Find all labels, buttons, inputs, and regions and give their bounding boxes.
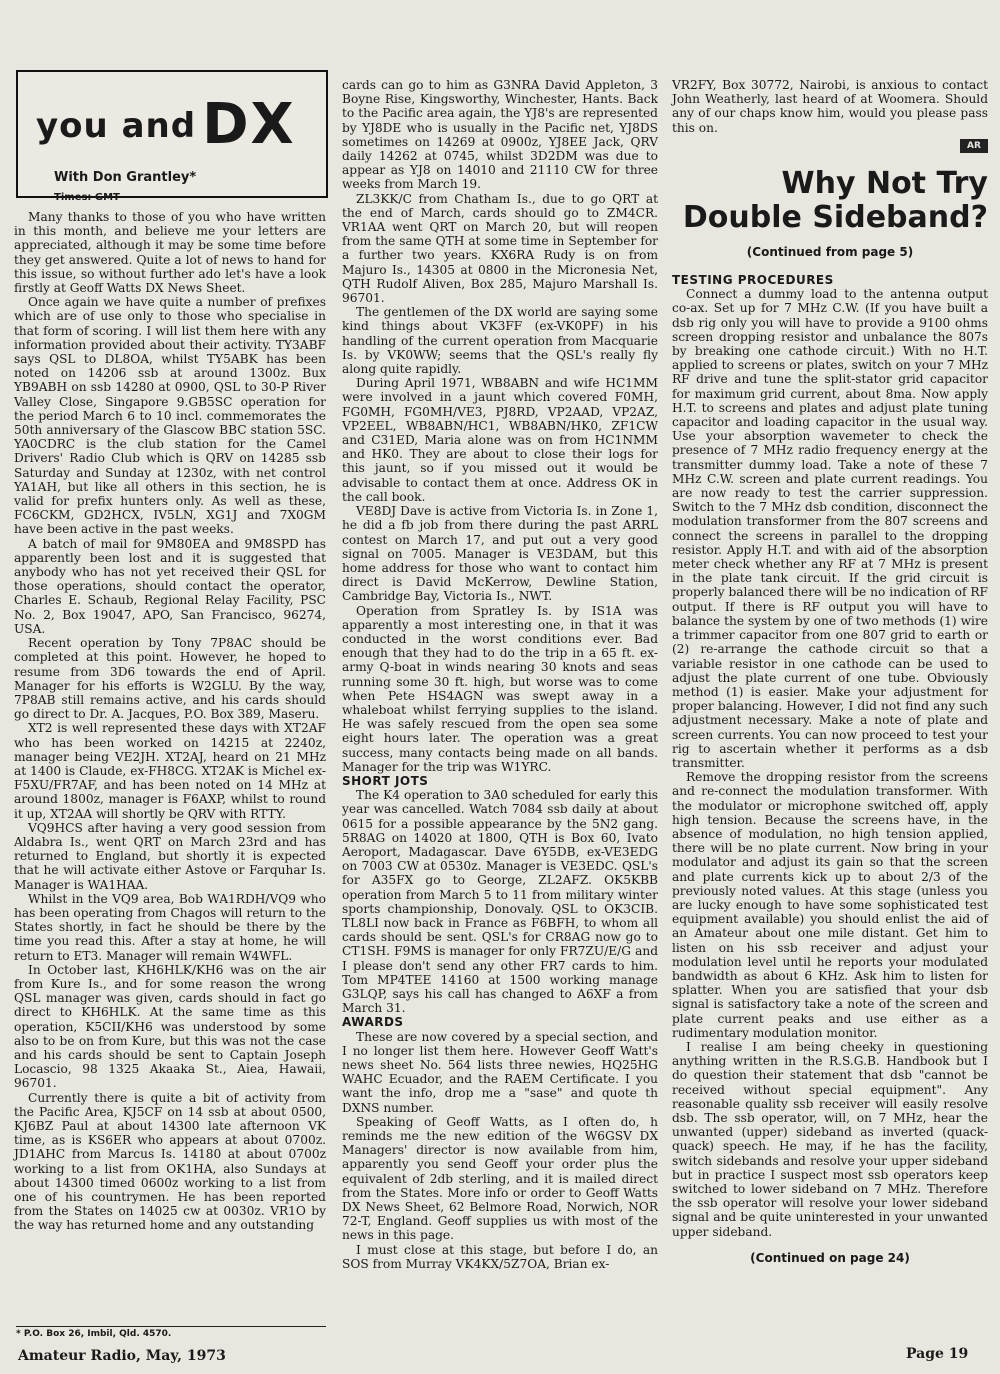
paragraph: Recent operation by Tony 7P8AC should be completed at this point. However, he hoped to resume from 3D6 towards the end of April. Manager for his efforts is W2GLU. By the way, 7P8AB still remains active, and his cards should go direct to Dr. A. Jacques, P.O. Box 389, Maseru.: [14, 636, 326, 722]
column-header-box: [16, 70, 328, 203]
column-title: [36, 92, 296, 157]
continued-on-note: (Continued on page 24): [750, 1250, 910, 1265]
paragraph: Once again we have quite a number of prefixes which are of use only to those who specialise in that form of scoring. I will list them here with any information provided about their activity. TY3ABF says QSL to DL8OA, whilst TY5ABK has been noted on 14206 ssb at around 1300z. Bux YB9ABH on ssb 14280 at 0900, QSL to 30-P River Valley Close, Singapore 9.GB5SC operation for the period March 6 to 10 incl. commemorates the 50th anniversary of the Glascow BBC station 5SC. YA0CDRC is the club station for the Camel Drivers' Radio Club which is QRV on 14285 ssb Saturday and Sunday at 1230z, with net control YA1AH, but like all others in this section, he is valid for prefix hunters only. As well as these, FC6CKM, GD2HCX, IV5LN, XG1J and 7X0GM have been active in the past weeks.: [14, 295, 326, 537]
paragraph: A batch of mail for 9M80EA and 9M8SPD has apparently been lost and it is suggested that anybody who has not yet received their QSL for those operations, should contact the operator, Charles E. Schaub, Regional Relay Facility, PSC No. 2, Box 19047, APO, San Francisco, 96274, USA.: [14, 536, 326, 636]
section-heading-testing: TESTING PROCEDURES: [672, 273, 834, 288]
end-mark-row: [672, 135, 988, 153]
paragraph: During April 1971, WB8ABN and wife HC1MM were involved in a jaunt which covered F0MH, FG0MH, FG0MH/VE3, PJ8RD, VP2AAD, VP2AZ, VP2EEL, WB8ABN/HC1, WB8ABN/HK0, ZF1CW and C31ED, Maria alone was on from HC1NMM and HK0. They are about to close their logs for this jaunt, so if you missed out it would be advisable to contact them at once. Address OK in the call book.: [342, 376, 658, 504]
column-3: [672, 78, 988, 1265]
paragraph: The K4 operation to 3A0 scheduled for early this year was cancelled. Watch 7084 ssb daily at about 0615 for a possible appearance by the 5N2 gang. 5R8AG on 14020 at 1800, QTH is Box 60, Ivato Aeroport, Madagascar. Dave 6Y5DB, ex-VE3EDG on 7003 CW at 0530z. Manager is VE3EDC. QSL's for A35FX go to George, ZL2AFZ. OK5KBB operation from March 5 to 11 from military winter sports championship, Donovaly. QSL to OK3CIB. TL8LI now back in France as F6BFH, to whom all cards should be sent. QSL's for CR8AG now go to CT1SH. F9MS is manager for only FR7ZU/E/G and I please don't send any other FR7 cards to him. Tom MP4TEE 14160 at 1500 working manage G3LQP, says his call has changed to A6XF a from March 31.: [342, 788, 658, 1016]
author-footnote: * P.O. Box 26, Imbil, Qld. 4570.: [16, 1326, 326, 1339]
paragraph: I realise I am being cheeky in questioning anything written in the R.S.G.B. Handbook but I do question their statement that dsb "cannot be received without special equipment". Any reasonable quality ssb receiver will easily resolve dsb. The ssb operator, will, on 7 MHz, hear the unwanted (upper) sideband as inverted (quack-quack) speech. He may, if he has the facility, switch sidebands and resolve your upper sideband but in practice I suspect most ssb operators keep switched to lower sideband on 7 MHz. Therefore the ssb operator will resolve your lower sideband signal and be quite uninterested in your unwanted upper sideband.: [672, 1039, 988, 1239]
ar-logo-icon: AR: [960, 139, 988, 153]
column-2: [342, 78, 658, 1271]
footer-publication: Amateur Radio, May, 1973: [18, 1348, 226, 1364]
continued-from-note: (Continued from page 5): [746, 244, 914, 259]
footer-page-number: Page 19: [906, 1346, 969, 1362]
paragraph: Whilst in the VQ9 area, Bob WA1RDH/VQ9 who has been operating from Chagos will return to the States shortly, in fact he should be there by the time you read this. After a stay at home, he will return to ET3. Manager will remain W4WFL.: [14, 891, 326, 963]
section-heading-awards: AWARDS: [342, 1015, 404, 1030]
paragraph: I must close at this stage, but before I do, an SOS from Murray VK4KX/5Z7OA, Brian ex-: [342, 1242, 658, 1271]
paragraph: cards can go to him as G3NRA David Appleton, 3 Boyne Rise, Kingsworthy, Winchester, Hants. Back to the Pacific area again, the YJ8's are represented by YJ8DE who is usually in the Pacific net, YJ8DS sometimes on 14269 at 0900z, YJ8EE Jack, QRV daily 14262 at 0745, whilst 3D2DM was due to appear as YJ8 on 14010 and 21110 CW for three weeks from March 19.: [342, 78, 658, 192]
paragraph: VQ9HCS after having a very good session from Aldabra Is., went QRT on March 23rd and has returned to England, but shortly it is expected that he will activate either Astove or Farquhar Is. Manager is WA1HAA.: [14, 820, 326, 892]
paragraph: Currently there is quite a bit of activity from the Pacific Area, KJ5CF on 14 ssb at about 0500, KJ6BZ Paul at about 14300 late afternoon VK time, as is KS6ER who appears at about 0700z. JD1AHC from Marcus Is. 14180 at about 0700z working to a list from OK1HA, also Sundays at about 14300 timed 0600z working to a list from one of his countrymen. He has been reported from the States on 14025 cw at 0030z. VR1O by the way has returned home and any outstanding: [14, 1090, 326, 1233]
column-title-small: you and: [36, 106, 197, 146]
column-title-big: DX: [202, 92, 296, 157]
paragraph: VE8DJ Dave is active from Victoria Is. in Zone 1, he did a fb job from there during the past ARRL contest on March 17, and put out a very good signal on 7005. Manager is VE3DAM, but this home address for those who want to contact him direct is David McKerrow, Dewline Station, Cambridge Bay, Victoria Is., NWT.: [342, 504, 658, 604]
paragraph: VR2FY, Box 30772, Nairobi, is anxious to contact John Weatherly, last heard of at Woomera. Should any of our chaps know him, would you please pass this on.: [672, 78, 988, 135]
paragraph: Connect a dummy load to the antenna output co-ax. Set up for 7 MHz C.W. (If you have built a dsb rig only you will have to provide a 9100 ohms screen dropping resistor and unbalance the 807s by breaking one cathode circuit.) With no H.T. applied to screens or plates, switch on your 7 MHz RF drive and tune the split-stator grid capacitor for maximum grid current, about 8ma. Now apply H.T. to screens and plates and adjust plate tuning capacitor and loading capacitor in the usual way. Use your absorption wavemeter to check the presence of 7 MHz radio frequency energy at the transmitter dummy load. Take a note of these 7 MHz C.W. screen and plate current readings. You are now ready to test the carrier suppression. Switch to the 7 MHz dsb condition, disconnect the modulation transformer from the 807 screens and connect the screens in parallel to the dropping resistor. Apply H.T. and with aid of the absorption meter check whether any RF at 7 MHz is present in the plate tank circuit. If the grid circuit is properly balanced there will be no indication of RF output. If there is RF output you will have to balance the system by one of two methods (1) wire a trimmer capacitor from one 807 grid to earth or (2) re-arrange the cathode circuit so that a variable resistor in one cathode can be used to adjust the plate current of one tube. Obviously method (1) is easier. Make your adjustment for proper balancing. However, I did not find any such adjustment necessary. Make a note of plate and screen currents. You can now proceed to test your rig to ascertain whether it performs as a dsb transmitter.: [672, 287, 988, 770]
section-heading-short-jots: SHORT JOTS: [342, 773, 429, 788]
paragraph: In October last, KH6HLK/KH6 was on the air from Kure Is., and for some reason the wrong QSL manager was given, cards should in fact go direct to KH6HLK. At the same time as this operation, K5CII/KH6 was understood by some also to be on from Kure, but this was not the case and his cards should be sent to Captain Joseph Locascio, 98 1325 Akaaka St., Aiea, Hawaii, 96701.: [14, 962, 326, 1091]
article-title: Why Not Try Double Sideband?: [682, 165, 988, 235]
paragraph: Remove the dropping resistor from the screens and re-connect the modulation transformer. With the modulator or microphone switched off, apply high tension. Because the screens have, in the absence of modulation, no high tension applied, there will be no plate current. Now bring in your modulator and adjust its gain so that the screen and plate currents kick up to about 2/3 of the previously noted values. At this stage (unless you are lucky enough to have some sophisticated test equipment available) you should enlist the aid of an Amateur about one mile distant. Get him to listen on his ssb receiver and adjust your modulation level until he reports your modulated bandwidth as about 6 KHz. Ask him to listen for splatter. When you are satisfied that your dsb signal is satisfactory take a note of the screen and plate current peaks and use either as a rudimentary modulation monitor.: [672, 770, 988, 1040]
paragraph: Many thanks to those of you who have written in this month, and believe me your letters are appreciated, although it may be some time before they get answered. Quite a lot of news to hand for this issue, so without further ado let's have a look firstly at Geoff Watts DX News Sheet.: [14, 210, 326, 296]
paragraph: ZL3KK/C from Chatham Is., due to go QRT at the end of March, cards should go to ZM4CR. VR1AA went QRT on March 20, but will reopen from the same QTH at some time in September for a further two years. KX6RA Rudy is on from Majuro Is., 14305 at 0800 in the Micronesia Net, QTH Rudolf Aliven, Box 285, Majuro Marshall Is. 96701.: [342, 191, 658, 306]
paragraph: These are now covered by a special section, and I no longer list them here. However Geoff Watt's news sheet No. 564 lists three newies, HQ25HG WAHC Ecuador, and the RAEM Certificate. I you want the info, drop me a "sase" and quote th DXNS number.: [342, 1029, 658, 1115]
paragraph: Speaking of Geoff Watts, as I often do, h reminds me the new edition of the W6GSV DX Managers' director is now available from him, apparently you send Geoff your order plus the equivalent of 2db sterling, and it is mailed direct from the States. More info or order to Geoff Watts DX News Sheet, 62 Belmore Road, Norwich, NOR 72-T, England. Geoff supplies us with most of the news in this page.: [342, 1114, 658, 1243]
column-byline: With Don Grantley*: [54, 170, 197, 185]
column-times-note: Times: GMT: [54, 192, 120, 203]
paragraph: XT2 is well represented these days with XT2AF who has been worked on 14215 at 2240z, manager being VE2JH. XT2AJ, heard on 21 MHz at 1400 is Claude, ex-FH8CG. XT2AK is Michel ex-F5XU/FR7AF, and has been noted on 14 MHz at around 1800z, manager is F6AXP, whilst to round it up, XT2AA will shortly be QRV with RTTY.: [14, 721, 326, 821]
paragraph: The gentlemen of the DX world are saying some kind things about VK3FF (ex-VK0PF) in his handling of the current operation from Macquarie Is. by VK0WW; seems that the QSL's really fly along quite rapidly.: [342, 305, 658, 377]
paragraph: Operation from Spratley Is. by IS1A was apparently a most interesting one, in that it was conducted in the worst conditions ever. Bad enough that they had to do the trip in a 65 ft. ex-army Q-boat in winds nearing 30 knots and seas running some 30 ft. high, but worse was to come when Pete HS4AGN was swept away in a whaleboat whilst ferrying supplies to the island. He was safely rescued from the open sea some eight hours later. The operation was a great success, many contacts being made on all bands. Manager for the trip was W1YRC.: [342, 603, 658, 774]
column-1: [14, 210, 326, 1233]
